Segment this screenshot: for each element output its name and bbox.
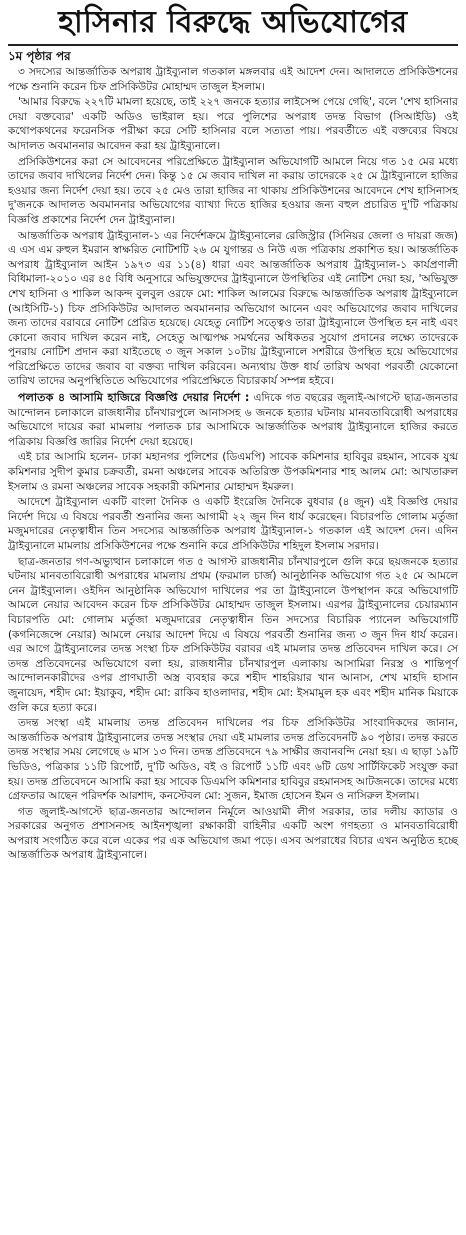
article-paragraph: ৩ সদস্যের আন্তর্জাতিক অপরাধ ট্রাইব্যুনাল গতকাল মঙ্গলবার এই আদেশ দেন। আদালতে প্রসিকিউশনের পক্ষে শুনানি করেন চিফ প্রসিকিউটর মোহাম্মদ তাজুল ইসলাম। (8, 66, 458, 93)
article-paragraph: এই চার আসামি হলেন- ঢাকা মহানগর পুলিশের (ডিএমপি) সাবেক কমিশনার হাবিবুর রহমান, সাবেক যুগ্ম কমিশনার সুদীপ কুমার চক্রবর্তী, রমনা অঞ্চলের সাবেক অতিরিক্ত উপকমিশনার শাহ আলম মো: আখতারুল ইসলাম ও রমনা অঞ্চলের সাবেক সহকারী কমিশনার মোহাম্মদ ইমরুল। (8, 451, 458, 493)
article-paragraph: আন্তর্জাতিক অপরাধ ট্রাইব্যুনাল-১ এর নির্দেশক্রমে ট্রাইব্যুনালের রেজিস্ট্রার (সিনিয়র জেলা ও দায়রা জজ) এ এস এম রুহুল ইমরান স্বাক্ষরিত নোটিশটি ২৬ মে যুগান্তর ও নিউ এজ পত্রিকায় প্রকাশিত হয়। আন্তর্জাতিক অপরাধ ট্রাইব্যুনাল আইন ১৯৭৩ এর ১১(৪) ধারা এবং আন্তর্জাতিক অপরাধ ট্রাইব্যুনাল-১ কার্যপ্রণালী বিধিমালা-২০১০ এর ৪৫ বিধি অনুসারে অভিযুক্তদের ট্রাইব্যুনালে উপস্থিতির এই নোটিশ দেয়া হয়, 'অভিযুক্ত শেখ হাসিনা ও শাকিল আকন্দ বুলবুল ওরফে মো: শাকিল আলমের বিরুদ্ধে আন্তর্জাতিক অপরাধ ট্রাইব্যুনালে (আইসিটি-১) চিফ প্রসিকিউটর আদালত অবমাননার অভিযোগ আনেন এবং অভিযোগের জবাব দাখিলের জন্য তাদের বরাবরে নোটিশ প্রেরিত হয়েছে। যেহেতু নোটিশ সত্ত্বেও তারা ট্রাইব্যুনালে উপস্থিত হন নাই এবং কোনো জবাব দাখিল করেন নাই, সেহেতু আত্মপক্ষ সমর্থনের অধিকতর সুযোগ প্রদানের লক্ষ্যে তাদেরকে পুনরায় নোটিশ প্রদান করা যাইতেছে ৩ জুন সকাল ১০টায় ট্রাইব্যুনালে সশরীরে উপস্থিত হয়ে অভিযোগের পরিপ্রেক্ষিতে তাদের জবাব বা বক্তব্য দাখিল করিবেন। অন্যথায় উক্ত ধার্য তারিখ অথবা পরবর্তী যেকোনো তারিখ তাদের অনুপস্থিতিতে অভিযোগের পরিপ্রেক্ষিতে বিচারকার্য সম্পন্ন হইবে। (8, 229, 458, 388)
subhead: পলাতক ৪ আসামি হাজিরে বিজ্ঞপ্তি দেয়ার নির্দেশ : (18, 391, 250, 405)
article-body (8, 65, 458, 863)
article-paragraph: গত জুলাই-আগস্টে ছাত্র-জনতার আন্দোলন নির্মূলে আওয়ামী লীগ সরকার, তার দলীয় ক্যাডার ও সরকারের অনুগত প্রশাসনসহ আইনশৃঙ্খলা রক্ষাকারী বাহিনীর একটি অংশ গণহত্যা ও মানবতাবিরোধী অপরাধ সংগঠিত করে বলে একের পর এক অভিযোগ জমা পড়ে। এসব অপরাধের বিচার এখন অনুষ্ঠিত হচ্ছে আন্তর্জাতিক অপরাধ ট্রাইব্যুনালে। (8, 805, 458, 862)
article-paragraph: 'আমার বিরুদ্ধে ২২৭টি মামলা হয়েছে, তাই ২২৭ জনকে হত্যার লাইসেন্স পেয়ে গেছি', বলে 'শেখ হাসিনার দেয়া বক্তব্যের' একটি অডিও ভাইরাল হয়। পরে পুলিশের অপরাধ তদন্ত বিভাগ (সিআইডি) ওই কথোপকথনের ফরেনসিক পরীক্ষা করে সেটি হাসিনার বলে সত্যতা পায়। পরবর্তীতে এই বক্তব্যের বিষয়ে আদালত অবমাননার আবেদন করা হয় ট্রাইব্যুনালে। (8, 96, 458, 152)
article-paragraph: প্রসিকিউশনের করা সে আবেদনের পরিপ্রেক্ষিতে ট্রাইব্যুনাল অভিযোগটি আমলে নিয়ে গত ১৫ মের মধ্যে তাদের জবাব দাখিলের নির্দেশ দেন। কিন্তু ১৫ মে জবাব দাখিল না করায় তাদেরকে ২৫ মে ট্রাইব্যুনালে হাজির হওয়ার জন্য নির্দেশ দেয়া হয়। তবে ২৫ মেও তারা হাজির না থাকায় প্রসিকিউশনের আবেদনে শেখ হাসিনাসহ দু'জনকে আদালত অবমাননার অভিযোগের ব্যাখ্যা দিতে হাজির হওয়ার জন্য বহুল প্রচারিত দু'টি পত্রিকায় বিজ্ঞপ্তি প্রকাশের নির্দেশ দেন ট্রাইব্যুনাল। (8, 155, 458, 226)
article-paragraph: ছাত্র-জনতার গণ-অভ্যুত্থান চলাকালে গত ৫ আগস্ট রাজধানীর চাঁনখারপুলে গুলি করে ছয়জনকে হত্যার ঘটনায় মানবতাবিরোধী অপরাধের মামলায় প্রথম (ফরমাল চার্জ) আনুষ্ঠানিক অভিযোগ গত ২৫ মে আমলে নেন ট্রাইব্যুনাল। ওইদিন আনুষ্ঠানিক অভিযোগ দাখিলের পর তা ট্রাইব্যুনালে উপস্থাপন করে অভিযোগটি আমলে নেয়ার আবেদন করেন চিফ প্রসিকিউটর মোহাম্মদ তাজুল ইসলাম। এরপর ট্রাইব্যুনালের চেয়ারম্যান বিচারপতি মো: গোলাম মর্তুজা মজুমদারের নেতৃত্বাধীন তিন সদস্যের বিচারিক প্যানেল অভিযোগটি (কগনিজেন্সে নেয়ার) আমলে নেয়ার আদেশ দিয়ে এ বিষয়ে পরবর্তী শুনানির জন্য ৩ জুন দিন ধার্য করেন। এর আগে ট্রাইব্যুনালের তদন্ত সংস্থা চিফ প্রসিকিউটর বরাবর এই মামলার তদন্ত প্রতিবেদন দাখিল করে। সে তদন্ত প্রতিবেদনের অভিযোগে বলা হয়, রাজধানীর চাঁনখারপুল এলাকায় আসামিরা নিরস্ত্র ও শান্তিপূর্ণ আন্দোলনকারীদের ওপর প্রাণঘাতী অস্ত্র ব্যবহার করে শহীদ শাহরিয়ার খান আনাস, শেখ মাহদি হাসান জুনায়েদ, শহীদ মো: ইয়াকুব, শহীদ মো: রাকিব হাওলাদার, শহীদ মো: ইসমামুল হক এবং শহীদ মানিক মিয়াকে গুলি করে হত্যা করে। (8, 555, 458, 714)
continuation-label: ১ম পৃষ্ঠার পর (8, 49, 71, 63)
headline: হাসিনার বিরুদ্ধে অভিযোগের (58, 5, 408, 40)
subhead-paragraph-text: এদিকে গত বছরের জুলাই-আগস্টে ছাত্র-জনতার আন্দোলন চলাকালে রাজধানীর চাঁনখারপুলে আনাসসহ ৬ জনকে হত্যার ঘটনায় মানবতাবিরোধী অপরাধের অভিযোগে দায়ের করা মামলায় পলাতক চার আসামিকে আন্তর্জাতিক অপরাধ ট্রাইব্যুনালে হাজির করতে পত্রিকায় বিজ্ঞপ্তি জারির নির্দেশ দেয়া হয়েছে। (8, 392, 458, 448)
headline-divider (8, 44, 458, 46)
article-paragraph: তদন্ত সংস্থা এই মামলায় তদন্ত প্রতিবেদন দাখিলের পর চিফ প্রসিকিউটর সাংবাদিকদের জানান, আন্তর্জাতিক অপরাধ ট্রাইব্যুনালের তদন্ত সংস্থার দেয়া এই মামলার তদন্ত প্রতিবেদনটি ৯০ পৃষ্ঠার। তদন্ত করতে তদন্ত সংস্থার সময় লেগেছে ৬ মাস ১৩ দিন। তদন্ত প্রতিবেদনে ৭৯ সাক্ষীর জবানবন্দি নেয়া হয়। এ ছাড়া ১৯টি ভিডিও, পত্রিকার ১১টি রিপোর্ট, দু'টি অডিও, বই ও রিপোর্ট ১১টি এবং ৬টি ডেথ সার্টিফিকেট সংযুক্ত করা হয়। তদন্ত প্রতিবেদনে আসামি করা হয় সাবেক ডিএমপি কমিশনার হাবিবুর রহমানসহ আটজনকে। তাদের মধ্যে গ্রেফতার আছেন পরিদর্শক আরশাদ, কনস্টেবল মো: সুজন, ইমাজ হোসেন ইমন ও নাসিরুল ইসলাম। (8, 717, 458, 803)
subhead-paragraph (8, 391, 458, 449)
article-paragraph: আদেশে ট্রাইব্যুনাল একটি বাংলা দৈনিক ও একটি ইংরেজি দৈনিকে বুধবার (৪ জুন) এই বিজ্ঞপ্তি দেয়ার নির্দেশ দিয়ে এ বিষয়ে পরবর্তী শুনানির জন্য আগামী ২২ জুন দিন ধার্য করেছেন। বিচারপতি গোলাম মর্তুজা মজুমদারের নেতৃত্বাধীন তিন সদস্যের আন্তর্জাতিক অপরাধ ট্রাইব্যুনাল-১ গতকাল এই আদেশ দেন। এদিন ট্রাইব্যুনালে মামলায় প্রসিকিউশনের পক্ষে শুনানি করে প্রসিকিউটর শহিদুল ইসলাম সরদার। (8, 496, 458, 552)
